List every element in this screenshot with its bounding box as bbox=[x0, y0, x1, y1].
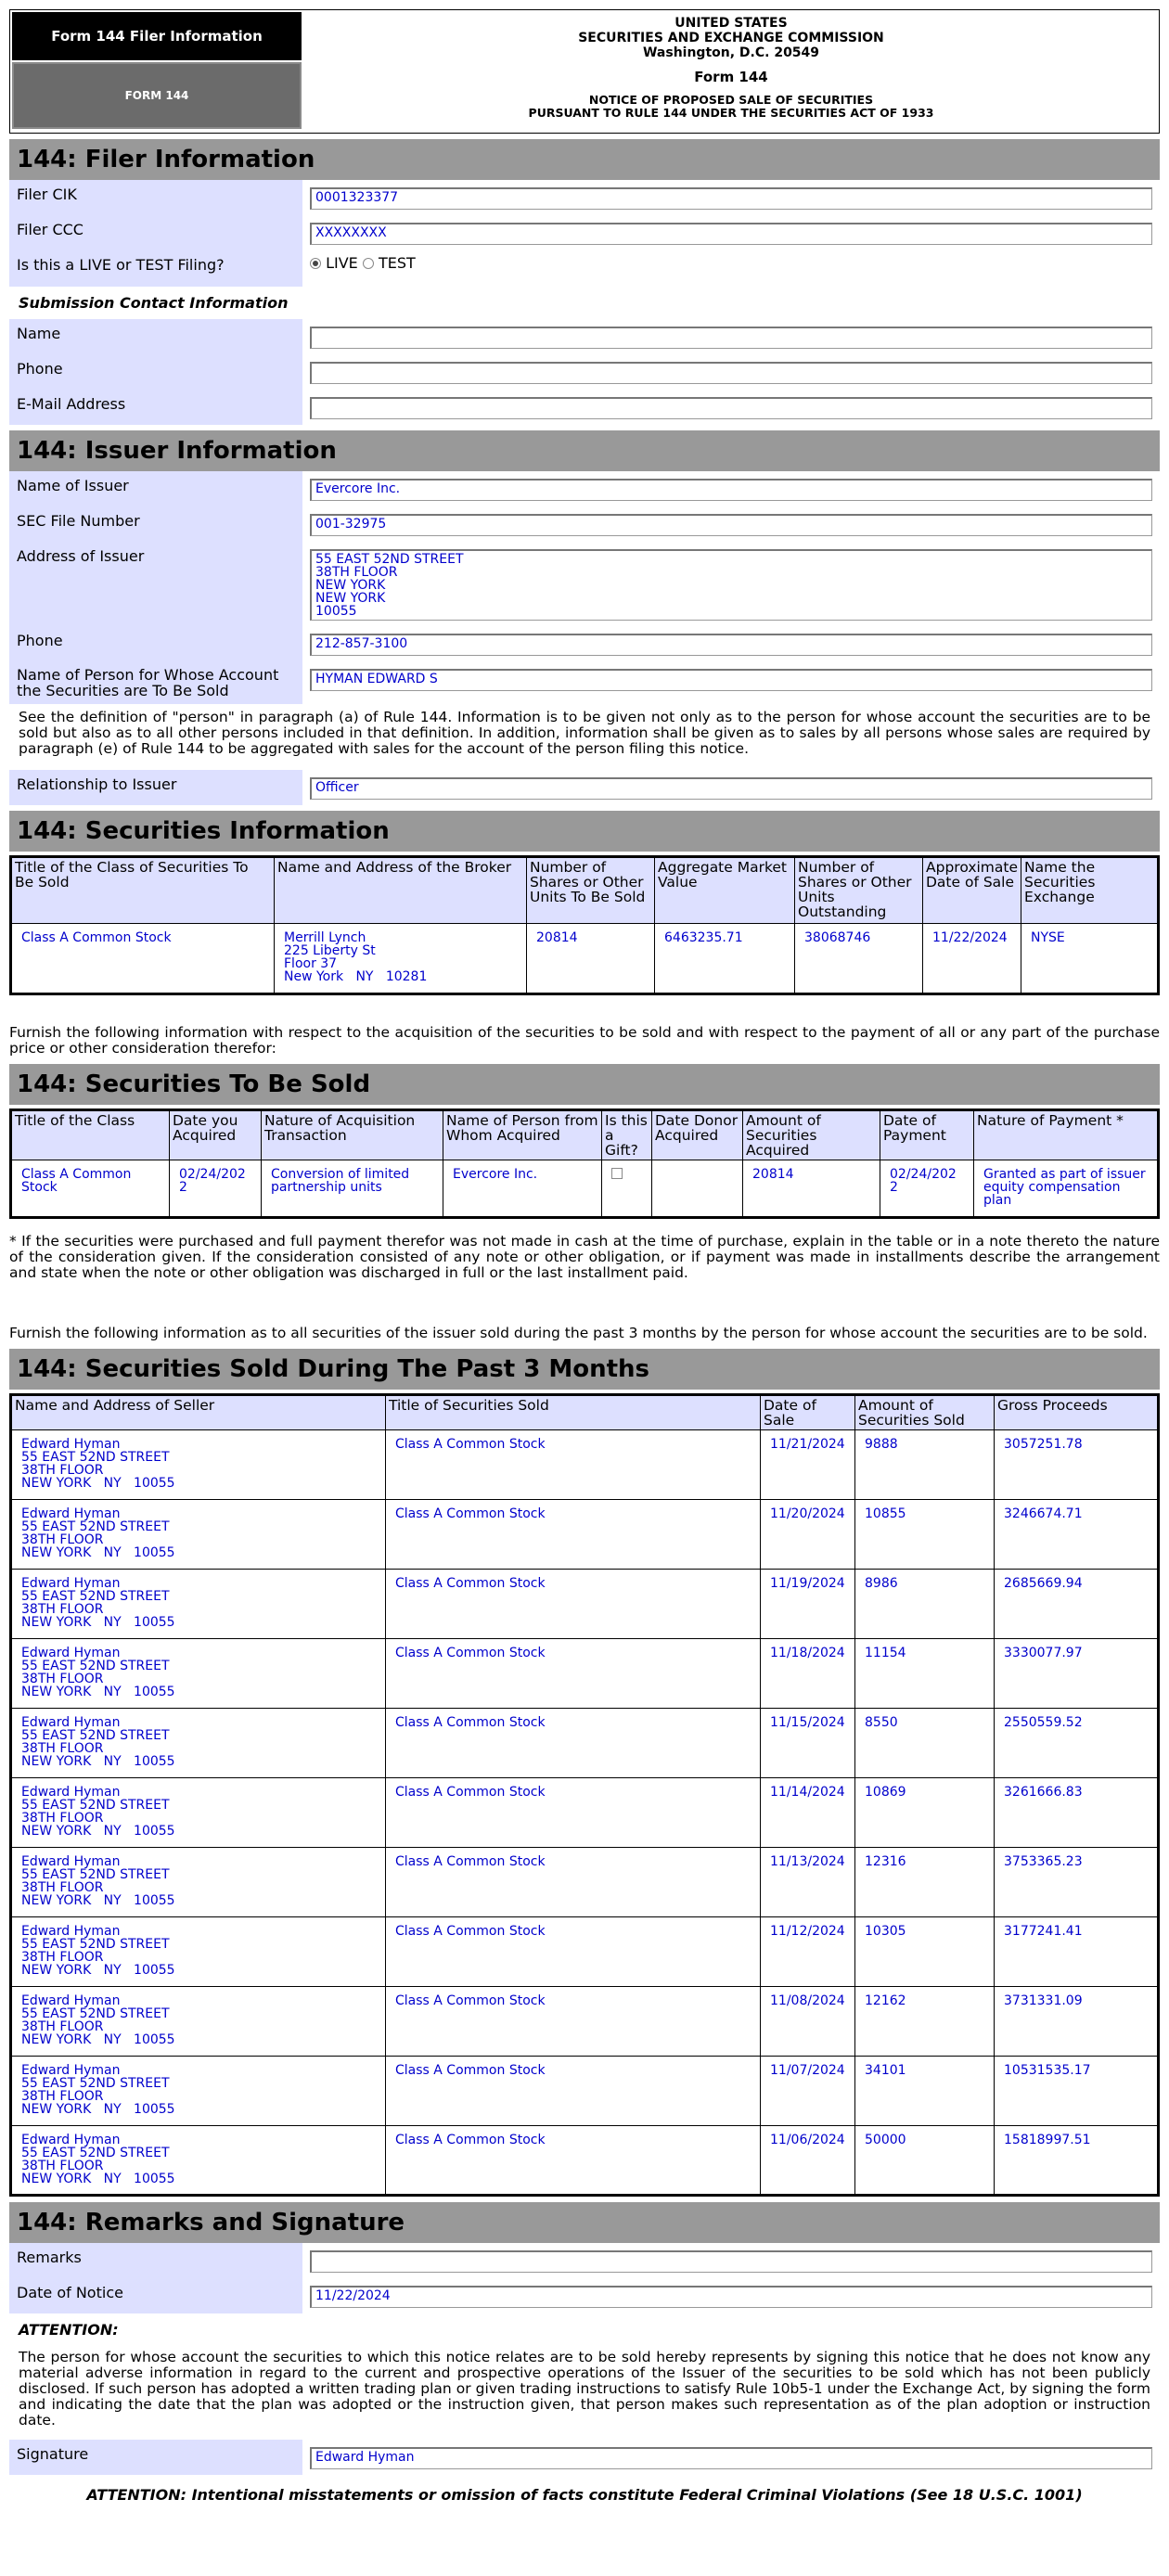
live-radio-label: LIVE bbox=[326, 254, 358, 272]
cell-gross-proceeds: 3177241.41 bbox=[995, 1917, 1159, 1987]
cell-sale-date: 11/19/2024 bbox=[761, 1570, 855, 1639]
seller-line: 38TH FLOOR bbox=[21, 2019, 104, 2034]
past-sales-table bbox=[9, 1393, 1160, 2197]
criminal-violations-warning: ATTENTION: Intentional misstatements or omission of facts constitute Federal Criminal Violations (See 18 U.S.C. 1001) bbox=[86, 2486, 1083, 2504]
cell-seller bbox=[11, 1570, 386, 1639]
person-for-account-field[interactable]: HYMAN EDWARD S bbox=[310, 669, 1152, 691]
remarks-field[interactable] bbox=[310, 2250, 1152, 2273]
cell-seller bbox=[11, 1848, 386, 1917]
column-header: Title of the Class bbox=[11, 1110, 170, 1160]
column-header: Title of the Class of Securities To Be Sold bbox=[11, 857, 275, 924]
seller-line: 55 EAST 52ND STREET bbox=[21, 1659, 170, 1673]
relationship-label: Relationship to Issuer bbox=[9, 770, 302, 805]
issuer-name-field[interactable]: Evercore Inc. bbox=[310, 479, 1152, 501]
table-row bbox=[11, 1848, 1159, 1917]
seller-line: Edward Hyman bbox=[21, 1646, 121, 1660]
seller-line: Edward Hyman bbox=[21, 1924, 121, 1939]
table-header-row bbox=[11, 1395, 1159, 1430]
column-header: Name and Address of Seller bbox=[11, 1395, 386, 1430]
issuer-phone-field[interactable]: 212-857-3100 bbox=[310, 634, 1152, 656]
cell-amount-sold: 10305 bbox=[855, 1917, 995, 1987]
seller-line: NEW YORK NY 10055 bbox=[21, 1893, 175, 1908]
contact-email-field[interactable] bbox=[310, 397, 1152, 419]
column-header: Approximate Date of Sale bbox=[923, 857, 1021, 924]
seller-line: 55 EAST 52ND STREET bbox=[21, 1728, 170, 1743]
table-row bbox=[11, 1430, 1159, 1500]
seller-line: 55 EAST 52ND STREET bbox=[21, 1450, 170, 1465]
cell-sale-date: 11/06/2024 bbox=[761, 2126, 855, 2196]
cell-security-title: Class A Common Stock bbox=[386, 1778, 761, 1848]
seller-line: 38TH FLOOR bbox=[21, 1602, 104, 1617]
table-row bbox=[11, 1639, 1159, 1709]
seller-line: NEW YORK NY 10055 bbox=[21, 2102, 175, 2117]
contact-email-label: E-Mail Address bbox=[9, 390, 302, 425]
cell-security-title: Class A Common Stock bbox=[386, 2057, 761, 2126]
seller-line: Edward Hyman bbox=[21, 1576, 121, 1591]
seller-line: 38TH FLOOR bbox=[21, 2089, 104, 2104]
date-of-notice-field[interactable]: 11/22/2024 bbox=[310, 2286, 1152, 2308]
broker-line: Floor 37 bbox=[284, 956, 338, 971]
contact-name-label: Name bbox=[9, 319, 302, 354]
submission-contact-header: Submission Contact Information bbox=[19, 294, 289, 312]
row-sec-file-number bbox=[9, 506, 1160, 542]
seller-line: NEW YORK NY 10055 bbox=[21, 1476, 175, 1491]
section-securities-information: 144: Securities Information bbox=[9, 811, 1160, 852]
seller-line: Edward Hyman bbox=[21, 2063, 121, 2078]
cell-class-title: Class A Common Stock bbox=[11, 1160, 170, 1218]
cell-seller bbox=[11, 1917, 386, 1987]
cell-seller bbox=[11, 1987, 386, 2057]
cell-amount-sold: 10869 bbox=[855, 1778, 995, 1848]
column-header: Nature of Payment * bbox=[974, 1110, 1159, 1160]
row-contact-name bbox=[9, 319, 1160, 354]
cell-gross-proceeds: 3753365.23 bbox=[995, 1848, 1159, 1917]
column-header: Name of Person from Whom Acquired bbox=[443, 1110, 602, 1160]
cell-amount-sold: 8986 bbox=[855, 1570, 995, 1639]
address-line: 10055 bbox=[315, 604, 357, 619]
form-title: Form 144 bbox=[694, 69, 768, 85]
broker-line: New York NY 10281 bbox=[284, 969, 428, 984]
column-header: Title of Securities Sold bbox=[386, 1395, 761, 1430]
table-row bbox=[11, 1987, 1159, 2057]
cell-seller bbox=[11, 1430, 386, 1500]
cell-seller bbox=[11, 2126, 386, 2196]
seller-line: Edward Hyman bbox=[21, 2133, 121, 2147]
filer-cik-label: Filer CIK bbox=[9, 180, 302, 215]
column-header: Number of Shares or Other Units Outstanding bbox=[795, 857, 923, 924]
cell-gross-proceeds: 2685669.94 bbox=[995, 1570, 1159, 1639]
filer-ccc-field[interactable]: XXXXXXXX bbox=[310, 223, 1152, 245]
seller-line: Edward Hyman bbox=[21, 1785, 121, 1800]
column-header: Name the Securities Exchange bbox=[1021, 857, 1159, 924]
cell-amount-sold: 9888 bbox=[855, 1430, 995, 1500]
cell-units-outstanding: 38068746 bbox=[795, 924, 923, 994]
tab-form-144[interactable]: FORM 144 bbox=[12, 62, 302, 129]
cell-sale-date: 11/21/2024 bbox=[761, 1430, 855, 1500]
agency-line-1: UNITED STATES bbox=[674, 16, 788, 31]
section-securities-to-be-sold: 144: Securities To Be Sold bbox=[9, 1064, 1160, 1105]
past-sales-instructions-text: Furnish the following information as to all securities of the issuer sold during the past 3 months by the person for whose account the securities are to be sold. bbox=[9, 1325, 1148, 1341]
seller-line: 38TH FLOOR bbox=[21, 1463, 104, 1478]
cell-exchange: NYSE bbox=[1021, 924, 1159, 994]
seller-line: 55 EAST 52ND STREET bbox=[21, 2006, 170, 2021]
cell-gross-proceeds: 2550559.52 bbox=[995, 1709, 1159, 1778]
cell-sale-date: 11/14/2024 bbox=[761, 1778, 855, 1848]
filer-ccc-label: Filer CCC bbox=[9, 215, 302, 250]
row-contact-phone bbox=[9, 354, 1160, 390]
cell-seller bbox=[11, 1639, 386, 1709]
column-header: Is this a Gift? bbox=[602, 1110, 652, 1160]
row-live-test bbox=[9, 250, 1160, 287]
row-person-for-account bbox=[9, 661, 1160, 704]
agency-line-3: Washington, D.C. 20549 bbox=[642, 45, 820, 60]
cell-class-title: Class A Common Stock bbox=[11, 924, 275, 994]
seller-line: 38TH FLOOR bbox=[21, 1880, 104, 1895]
test-radio-label: TEST bbox=[378, 254, 416, 272]
row-contact-email bbox=[9, 390, 1160, 425]
notice-line-1: NOTICE OF PROPOSED SALE OF SECURITIES bbox=[588, 93, 874, 107]
cell-gross-proceeds: 15818997.51 bbox=[995, 2126, 1159, 2196]
seller-line: 38TH FLOOR bbox=[21, 1532, 104, 1547]
cell-units-to-sell: 20814 bbox=[527, 924, 655, 994]
table-row bbox=[11, 1778, 1159, 1848]
broker-line: 225 Liberty St bbox=[284, 943, 376, 958]
issuer-address-field[interactable] bbox=[310, 549, 1152, 621]
section-remarks-signature: 144: Remarks and Signature bbox=[9, 2202, 1160, 2243]
issuer-phone-label: Phone bbox=[9, 626, 302, 661]
signature-label: Signature bbox=[9, 2440, 302, 2475]
tab-filer-information[interactable]: Form 144 Filer Information bbox=[12, 12, 302, 60]
cell-acquired-from: Evercore Inc. bbox=[443, 1160, 602, 1218]
seller-line: NEW YORK NY 10055 bbox=[21, 1615, 175, 1630]
seller-line: 38TH FLOOR bbox=[21, 1672, 104, 1686]
cell-security-title: Class A Common Stock bbox=[386, 1917, 761, 1987]
seller-line: 55 EAST 52ND STREET bbox=[21, 2076, 170, 2091]
row-signature bbox=[9, 2440, 1160, 2475]
address-line: NEW YORK bbox=[315, 591, 386, 606]
live-radio[interactable] bbox=[310, 258, 321, 269]
address-line: 55 EAST 52ND STREET bbox=[315, 552, 464, 567]
seller-line: 55 EAST 52ND STREET bbox=[21, 2146, 170, 2160]
contact-name-field[interactable] bbox=[310, 327, 1152, 349]
cell-gross-proceeds: 3261666.83 bbox=[995, 1778, 1159, 1848]
cell-security-title: Class A Common Stock bbox=[386, 2126, 761, 2196]
row-issuer-address bbox=[9, 542, 1160, 626]
cell-security-title: Class A Common Stock bbox=[386, 1709, 761, 1778]
section-issuer-information: 144: Issuer Information bbox=[9, 430, 1160, 471]
cell-sale-date: 11/22/2024 bbox=[923, 924, 1021, 994]
cell-date-acquired: 02/24/2022 bbox=[170, 1160, 262, 1218]
column-header: Date you Acquired bbox=[170, 1110, 262, 1160]
cell-market-value: 6463235.71 bbox=[655, 924, 795, 994]
cell-seller bbox=[11, 2057, 386, 2126]
cell-security-title: Class A Common Stock bbox=[386, 1639, 761, 1709]
cell-sale-date: 11/18/2024 bbox=[761, 1639, 855, 1709]
cell-seller bbox=[11, 1709, 386, 1778]
column-header: Name and Address of the Broker bbox=[275, 857, 527, 924]
seller-line: 38TH FLOOR bbox=[21, 2159, 104, 2173]
cell-amount-sold: 34101 bbox=[855, 2057, 995, 2126]
live-test-label: Is this a LIVE or TEST Filing? bbox=[9, 250, 302, 287]
cell-seller bbox=[11, 1778, 386, 1848]
cell-payment-nature: Granted as part of issuer equity compensation plan bbox=[974, 1160, 1159, 1218]
seller-line: NEW YORK NY 10055 bbox=[21, 1685, 175, 1699]
column-header: Nature of Acquisition Transaction bbox=[262, 1110, 443, 1160]
seller-line: NEW YORK NY 10055 bbox=[21, 1545, 175, 1560]
broker-line: Merrill Lynch bbox=[284, 930, 366, 945]
seller-line: Edward Hyman bbox=[21, 1437, 121, 1452]
cell-gross-proceeds: 10531535.17 bbox=[995, 2057, 1159, 2126]
securities-information-table bbox=[9, 855, 1160, 995]
form-header bbox=[9, 9, 1160, 134]
seller-line: NEW YORK NY 10055 bbox=[21, 1824, 175, 1839]
gift-checkbox[interactable] bbox=[611, 1168, 623, 1179]
cell-amount-acquired: 20814 bbox=[743, 1160, 880, 1218]
attention-header: ATTENTION: bbox=[19, 2321, 119, 2339]
cell-security-title: Class A Common Stock bbox=[386, 1987, 761, 2057]
cell-security-title: Class A Common Stock bbox=[386, 1430, 761, 1500]
cell-gross-proceeds: 3731331.09 bbox=[995, 1987, 1159, 2057]
acquisition-instructions-text: Furnish the following information with respect to the acquisition of the securities to be sold and with respect to the payment of all or any part of the purchase price or other consideration therefor: bbox=[9, 1024, 1160, 1057]
seller-line: 55 EAST 52ND STREET bbox=[21, 1798, 170, 1813]
cell-security-title: Class A Common Stock bbox=[386, 1570, 761, 1639]
seller-line: 55 EAST 52ND STREET bbox=[21, 1519, 170, 1534]
table-header-row bbox=[11, 857, 1159, 924]
agency-line-2: SECURITIES AND EXCHANGE COMMISSION bbox=[578, 31, 884, 45]
cell-gross-proceeds: 3330077.97 bbox=[995, 1639, 1159, 1709]
address-line: NEW YORK bbox=[315, 578, 386, 593]
seller-line: Edward Hyman bbox=[21, 1854, 121, 1869]
cell-donor-date bbox=[652, 1160, 743, 1218]
contact-phone-field[interactable] bbox=[310, 362, 1152, 384]
cell-gross-proceeds: 3246674.71 bbox=[995, 1500, 1159, 1570]
row-issuer-phone bbox=[9, 626, 1160, 661]
seller-line: NEW YORK NY 10055 bbox=[21, 2172, 175, 2186]
column-header: Date of Payment bbox=[880, 1110, 974, 1160]
seller-line: Edward Hyman bbox=[21, 1993, 121, 2008]
seller-line: 55 EAST 52ND STREET bbox=[21, 1937, 170, 1952]
table-row bbox=[11, 1500, 1159, 1570]
cell-acquisition-nature: Conversion of limited partnership units bbox=[262, 1160, 443, 1218]
cell-sale-date: 11/12/2024 bbox=[761, 1917, 855, 1987]
table-row bbox=[11, 1160, 1159, 1218]
section-past-3-months: 144: Securities Sold During The Past 3 Months bbox=[9, 1349, 1160, 1390]
cell-security-title: Class A Common Stock bbox=[386, 1500, 761, 1570]
attention-text: The person for whose account the securities to which this notice relates are to be sold hereby represents by signing this notice that he does not know any material adverse information in regard to the current and prospective operations of the Issuer of the securities to be sold which has not been publicly disclosed. If such person has adopted a written trading plan or given trading instructions to satisfy Rule 10b5-1 under the Exchange Act, by signing the form and indicating the date that the plan was adopted or the instruction given, that person makes such representation as of the plan adoption or instruction date. bbox=[19, 2349, 1150, 2429]
sec-file-number-field[interactable]: 001-32975 bbox=[310, 514, 1152, 536]
row-filer-ccc bbox=[9, 215, 1160, 250]
address-line: 38TH FLOOR bbox=[315, 565, 398, 580]
cell-payment-date: 02/24/2022 bbox=[880, 1160, 974, 1218]
column-header: Date Donor Acquired bbox=[652, 1110, 743, 1160]
securities-to-be-sold-table bbox=[9, 1109, 1160, 1219]
row-date-of-notice bbox=[9, 2278, 1160, 2313]
test-radio[interactable] bbox=[363, 258, 374, 269]
cell-security-title: Class A Common Stock bbox=[386, 1848, 761, 1917]
section-filer-information: 144: Filer Information bbox=[9, 139, 1160, 180]
cell-amount-sold: 10855 bbox=[855, 1500, 995, 1570]
row-relationship bbox=[9, 770, 1160, 805]
cell-amount-sold: 11154 bbox=[855, 1639, 995, 1709]
table-row bbox=[11, 2057, 1159, 2126]
column-header: Gross Proceeds bbox=[995, 1395, 1159, 1430]
seller-line: 55 EAST 52ND STREET bbox=[21, 1867, 170, 1882]
column-header: Aggregate Market Value bbox=[655, 857, 795, 924]
filer-cik-field[interactable]: 0001323377 bbox=[310, 187, 1152, 210]
cell-gross-proceeds: 3057251.78 bbox=[995, 1430, 1159, 1500]
seller-line: NEW YORK NY 10055 bbox=[21, 1963, 175, 1978]
cell-amount-sold: 12316 bbox=[855, 1848, 995, 1917]
person-definition-text: See the definition of "person" in paragraph (a) of Rule 144. Information is to be given not only as to the person for whose account the securities are to be sold but also as to all other persons included in that definition. In addition, information shall be given as to sales by all persons whose sales are required by paragraph (e) of Rule 144 to be aggregated with sales for the account of the person filing this notice. bbox=[19, 709, 1150, 757]
past-sales-body bbox=[11, 1430, 1159, 2196]
column-header: Date of Sale bbox=[761, 1395, 855, 1430]
row-issuer-name bbox=[9, 471, 1160, 506]
cell-sale-date: 11/07/2024 bbox=[761, 2057, 855, 2126]
remarks-label: Remarks bbox=[9, 2243, 302, 2278]
seller-line: 38TH FLOOR bbox=[21, 1741, 104, 1756]
column-header: Amount of Securities Acquired bbox=[743, 1110, 880, 1160]
cell-sale-date: 11/13/2024 bbox=[761, 1848, 855, 1917]
table-row bbox=[11, 1709, 1159, 1778]
date-of-notice-label: Date of Notice bbox=[9, 2278, 302, 2313]
cell-amount-sold: 50000 bbox=[855, 2126, 995, 2196]
seller-line: Edward Hyman bbox=[21, 1715, 121, 1730]
table-row bbox=[11, 1570, 1159, 1639]
table-header-row bbox=[11, 1110, 1159, 1160]
row-remarks bbox=[9, 2243, 1160, 2278]
sec-file-number-label: SEC File Number bbox=[9, 506, 302, 542]
signature-field[interactable]: Edward Hyman bbox=[310, 2447, 1152, 2469]
column-header: Number of Shares or Other Units To Be Sold bbox=[527, 857, 655, 924]
notice-line-2: PURSUANT TO RULE 144 UNDER THE SECURITIES ACT OF 1933 bbox=[528, 106, 934, 120]
cell-sale-date: 11/08/2024 bbox=[761, 1987, 855, 2057]
table-row bbox=[11, 2126, 1159, 2196]
agency-title-block bbox=[303, 10, 1159, 133]
cell-seller bbox=[11, 1500, 386, 1570]
cell-is-gift bbox=[602, 1160, 652, 1218]
cell-sale-date: 11/15/2024 bbox=[761, 1709, 855, 1778]
cell-sale-date: 11/20/2024 bbox=[761, 1500, 855, 1570]
relationship-field[interactable]: Officer bbox=[310, 777, 1152, 800]
form-tabs bbox=[10, 10, 303, 133]
table-row bbox=[11, 924, 1159, 994]
cell-broker bbox=[275, 924, 527, 994]
seller-line: 38TH FLOOR bbox=[21, 1811, 104, 1826]
live-test-radio-group bbox=[302, 250, 1160, 287]
contact-phone-label: Phone bbox=[9, 354, 302, 390]
person-for-account-label: Name of Person for Whose Account the Securities are To Be Sold bbox=[9, 661, 302, 704]
payment-footnote-text: * If the securities were purchased and full payment therefor was not made in cash at the time of purchase, explain in the table or in a note thereto the nature of the consideration given. If the consideration consisted of any note or other obligation, or if payment was made in installments describe the arrangement and state when the note or other obligation was discharged in full or the last installment paid. bbox=[9, 1233, 1160, 1281]
column-header: Amount of Securities Sold bbox=[855, 1395, 995, 1430]
seller-line: NEW YORK NY 10055 bbox=[21, 2032, 175, 2047]
seller-line: Edward Hyman bbox=[21, 1506, 121, 1521]
cell-amount-sold: 12162 bbox=[855, 1987, 995, 2057]
row-filer-cik bbox=[9, 180, 1160, 215]
seller-line: 55 EAST 52ND STREET bbox=[21, 1589, 170, 1604]
table-row bbox=[11, 1917, 1159, 1987]
cell-amount-sold: 8550 bbox=[855, 1709, 995, 1778]
seller-line: 38TH FLOOR bbox=[21, 1950, 104, 1965]
issuer-address-label: Address of Issuer bbox=[9, 542, 302, 626]
seller-line: NEW YORK NY 10055 bbox=[21, 1754, 175, 1769]
issuer-name-label: Name of Issuer bbox=[9, 471, 302, 506]
